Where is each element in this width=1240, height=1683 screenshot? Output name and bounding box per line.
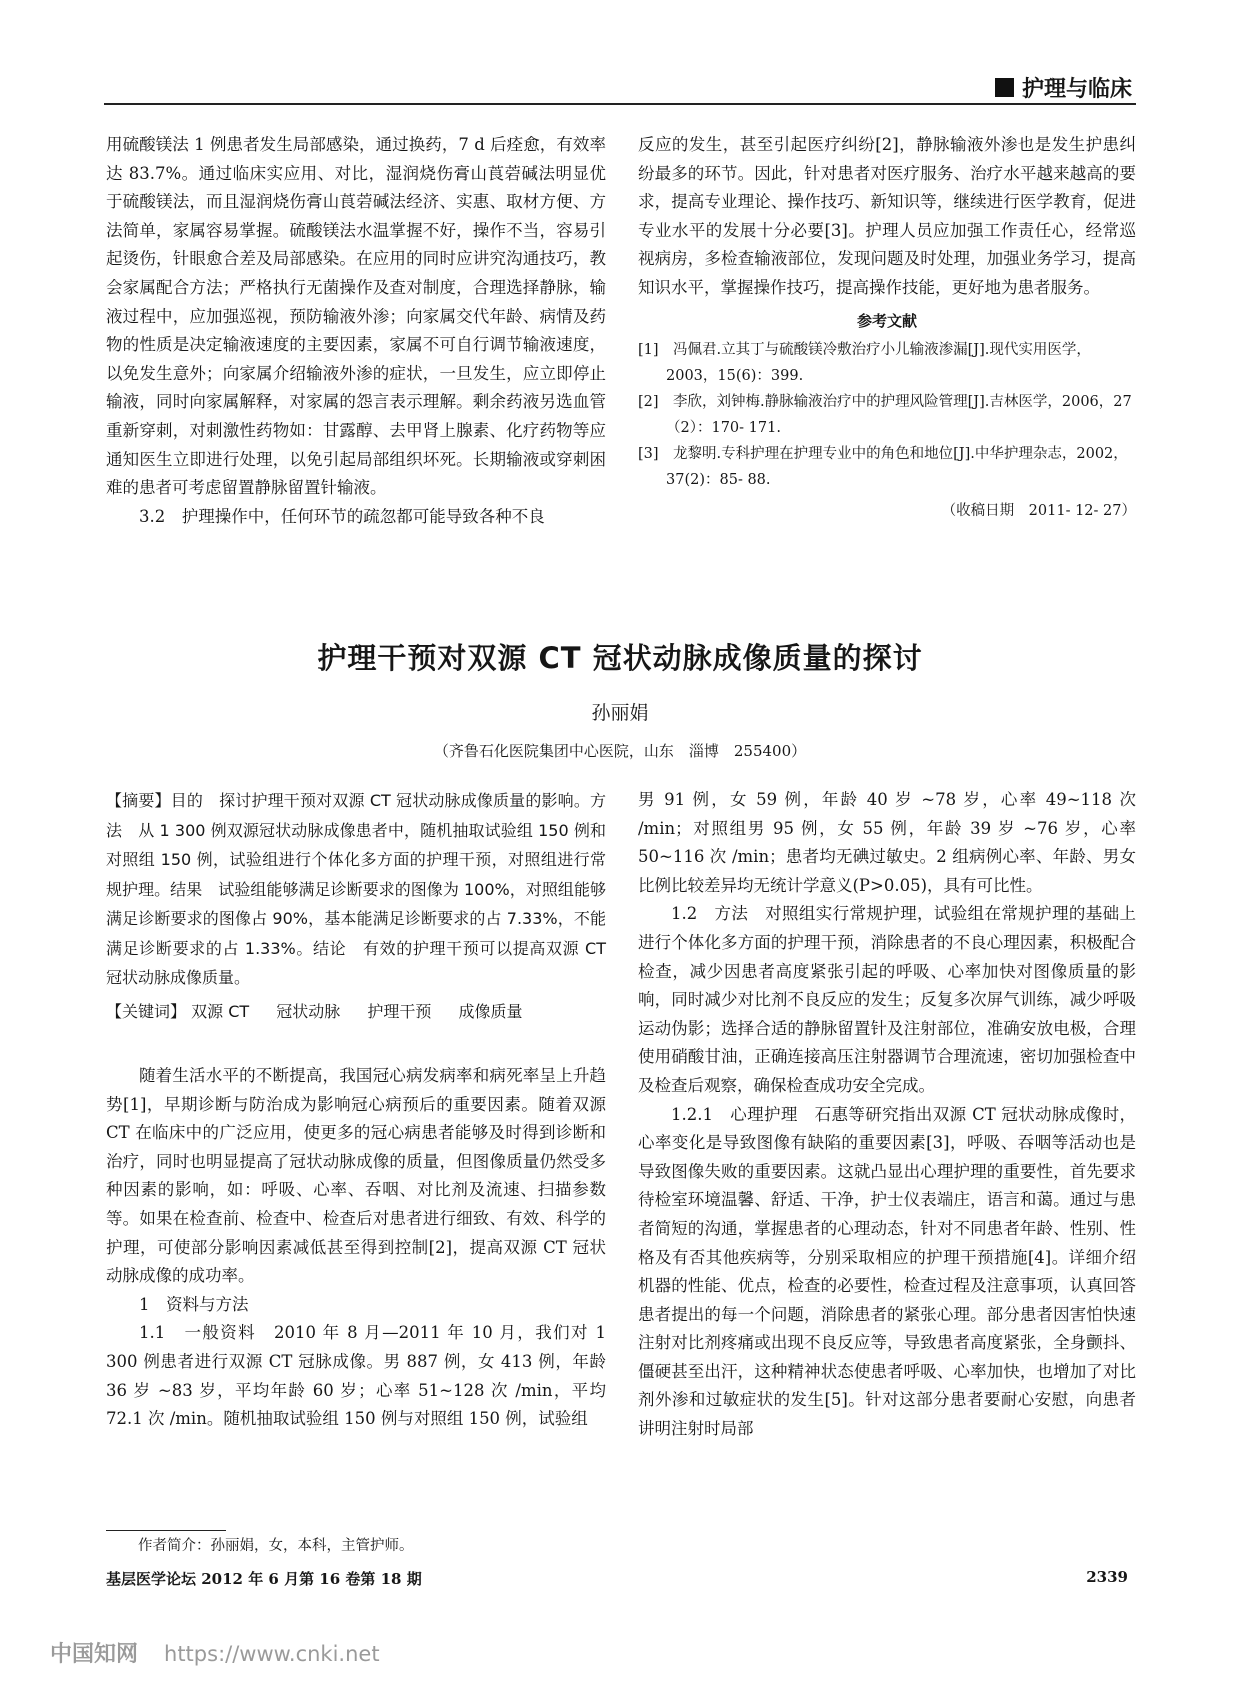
- reference-item: [3] 龙黎明.专科护理在护理专业中的角色和地位[J].中华护理杂志，2002，37(2)：85- 88.: [638, 446, 1128, 489]
- references-title: 参考文献: [856, 311, 917, 330]
- reference-item: [2] 李欣，刘钟梅.静脉输液治疗中的护理风险管理[J].吉林医学，2006，27（2）：170- 171.: [638, 394, 1132, 437]
- article-affiliation: （齐鲁石化医院集团中心医院，山东 淄博 255400）: [433, 742, 807, 760]
- abstract: 【摘要】目的 探讨护理干预对双源 CT 冠状动脉成像质量的影响。方法 从 1 300 例双源冠状动脉成像患者中，随机抽取试验组 150 例和对照组 150 例，试验组进行个体化多方面的护理干预，对照组进行常规护理。结果 试验组能够满足诊断要求的图像为 100%，对照组能够满足诊断要求的图像占 90%，基本能满足诊断要求的占 7.33%，不能满足诊断要求的占 1.33%。结论 有效的护理干预可以提高双源 CT 冠状动脉成像质量。: [106, 791, 606, 987]
- article-author: 孙丽娟: [591, 702, 649, 724]
- body-paragraph: 1.1 一般资料 2010 年 8 月—2011 年 10 月，我们对 1 300 例患者进行双源 CT 冠脉成像。男 887 例，女 413 例，年龄 36 岁 ~83 岁，平均年龄 60 岁；心率 51~128 次 /min，平均 72.1 次 /min。随机抽取试验组 150 例与对照组 150 例，试验组: [106, 1323, 606, 1429]
- section-heading: 1 资料与方法: [139, 1294, 249, 1314]
- body-paragraph: 男 91 例，女 59 例，年龄 40 岁 ~78 岁，心率 49~118 次 /min；对照组男 95 例，女 55 例，年龄 39 岁 ~76 岁，心率 50~116 次 /min；患者均无碘过敏史。2 组病例心率、年龄、男女比例比较差异均无统计学意义(P>0.05)，具有可比性。: [638, 790, 1136, 895]
- prev-article-left-column: [106, 131, 606, 531]
- keyword: 冠状动脉: [276, 1001, 341, 1021]
- body-paragraph: 1.2 方法 对照组实行常规护理，试验组在常规护理的基础上进行个体化多方面的护理干预，消除患者的不良心理因素，积极配合检查，减少因患者高度紧张引起的呼吸、心率加快对图像质量的影响，同时减少对比剂不良反应的发生；反复多次屏气训练，减少呼吸运动伪影；选择合适的静脉留置针及注射部位，准确安放电极，合理使用硝酸甘油，正确连接高压注射器调节合理流速，密切加强检查中及检查后观察，确保检查成功安全完成。: [638, 904, 1136, 1095]
- body-paragraph: 1.2.1 心理护理 石惠等研究指出双源 CT 冠状动脉成像时，心率变化是导致图像有缺陷的重要因素[3]，呼吸、吞咽等活动也是导致图像失败的重要因素。这就凸显出心理护理的重要性，首先要求待检室环境温馨、舒适、干净，护士仪表端庄，语言和蔼。通过与患者简短的沟通，掌握患者的心理动态，针对不同患者年龄、性别、性格及有否其他疾病等，分别采取相应的护理干预措施[4]。详细介绍机器的性能、优点，检查的必要性，检查过程及注意事项，认真回答患者提出的每一个问题，消除患者的紧张心理。部分患者因害怕快速注射对比剂疼痛或出现不良反应等，导致患者高度紧张，全身颤抖、僵硬甚至出汗，这种精神状态使患者呼吸、心率加快，也增加了对比剂外渗和过敏症状的发生[5]。针对这部分患者要耐心安慰，向患者讲明注射时局部: [638, 1104, 1136, 1439]
- footnote-rule: [106, 1530, 226, 1531]
- body-paragraph: 3.2 护理操作中，任何环节的疏忽都可能导致各种不良: [139, 506, 545, 526]
- section-tag: [995, 72, 1132, 103]
- section-tag-label: 护理与临床: [1021, 77, 1132, 102]
- header-rule: [104, 103, 1136, 105]
- article-right-column: [638, 786, 1136, 1444]
- watermark-brand: 中国知网: [50, 1642, 139, 1667]
- spacer: [106, 1026, 606, 1062]
- cnki-watermark: [50, 1637, 380, 1668]
- keyword: 双源 CT: [191, 1001, 250, 1021]
- received-date: （收稿日期 2011- 12- 27）: [941, 503, 1136, 520]
- keyword: 护理干预: [367, 1001, 432, 1021]
- prev-article-right-column: [638, 131, 1136, 526]
- intro-paragraph: 随着生活水平的不断提高，我国冠心病发病率和病死率呈上升趋势[1]，早期诊断与防治成为影响冠心病预后的重要因素。随着双源 CT 在临床中的广泛应用，使更多的冠心病患者能够及时得到诊断和治疗，同时也明显提高了冠状动脉成像的质量，但图像质量仍然受多种因素的影响，如：呼吸、心率、吞咽、对比剂及流速、扫描参数等。如果在检查前、检查中、检查后对患者进行细致、有效、科学的护理，可使部分影响因素减低甚至得到控制[2]，提高双源 CT 冠状动脉成像的成功率。: [106, 1066, 606, 1286]
- reference-item: [1] 冯佩君.立其丁与硫酸镁冷敷治疗小儿输液渗漏[J].现代实用医学，2003，15(6)：399.: [638, 342, 1091, 385]
- article-left-column: [106, 786, 606, 1434]
- journal-citation: 基层医学论坛 2012 年 6 月第 16 卷第 18 期: [106, 1570, 422, 1588]
- author-footnote: 作者简介：孙丽娟，女，本科，主管护师。: [138, 1538, 414, 1554]
- body-paragraph: 反应的发生，甚至引起医疗纠纷[2]，静脉输液外渗也是发生护患纠纷最多的环节。因此，针对患者对医疗服务、治疗水平越来越高的要求，提高专业理论、操作技巧、新知识等，继续进行医学教育，促进专业水平的发展十分必要[3]。护理人员应加强工作责任心，经常巡视病房，多检查输液部位，发现问题及时处理，加强业务学习，提高知识水平，掌握操作技巧，提高操作技能，更好地为患者服务。: [638, 135, 1136, 297]
- keywords: [106, 997, 606, 1027]
- article-title: 护理干预对双源 CT 冠状动脉成像质量的探讨: [317, 641, 923, 675]
- body-paragraph: 用硫酸镁法 1 例患者发生局部感染，通过换药，7 d 后痊愈，有效率达 83.7%。通过临床实应用、对比，湿润烧伤膏山莨菪碱法明显优于硫酸镁法，而且湿润烧伤膏山莨菪碱法经济、实惠、取材方便、方法简单，家属容易掌握。硫酸镁法水温掌握不好，操作不当，容易引起烫伤，针眼愈合差及局部感染。在应用的同时应讲究沟通技巧，教会家属配合方法；严格执行无菌操作及查对制度，合理选择静脉，输液过程中，应加强巡视，预防输液外渗；向家属交代年龄、病情及药物的性质是决定输液速度的主要因素，家属不可自行调节输液速度，以免发生意外；向家属介绍输液外渗的症状，一旦发生，应立即停止输液，同时向家属解释，对家属的怨言表示理解。剩余药液另选血管重新穿刺，对刺激性药物如：甘露醇、去甲肾上腺素、化疗药物等应通知医生立即进行处理，以免引起局部组织坏死。长期输液或穿刺困难的患者可考虑留置静脉留置针输液。: [106, 135, 606, 498]
- keyword: 成像质量: [458, 1001, 523, 1021]
- page-number: 2339: [1086, 1568, 1128, 1586]
- square-bullet-icon: [995, 78, 1014, 97]
- watermark-url: https://www.cnki.net: [164, 1642, 380, 1666]
- keywords-label: 【关键词】: [106, 1001, 187, 1021]
